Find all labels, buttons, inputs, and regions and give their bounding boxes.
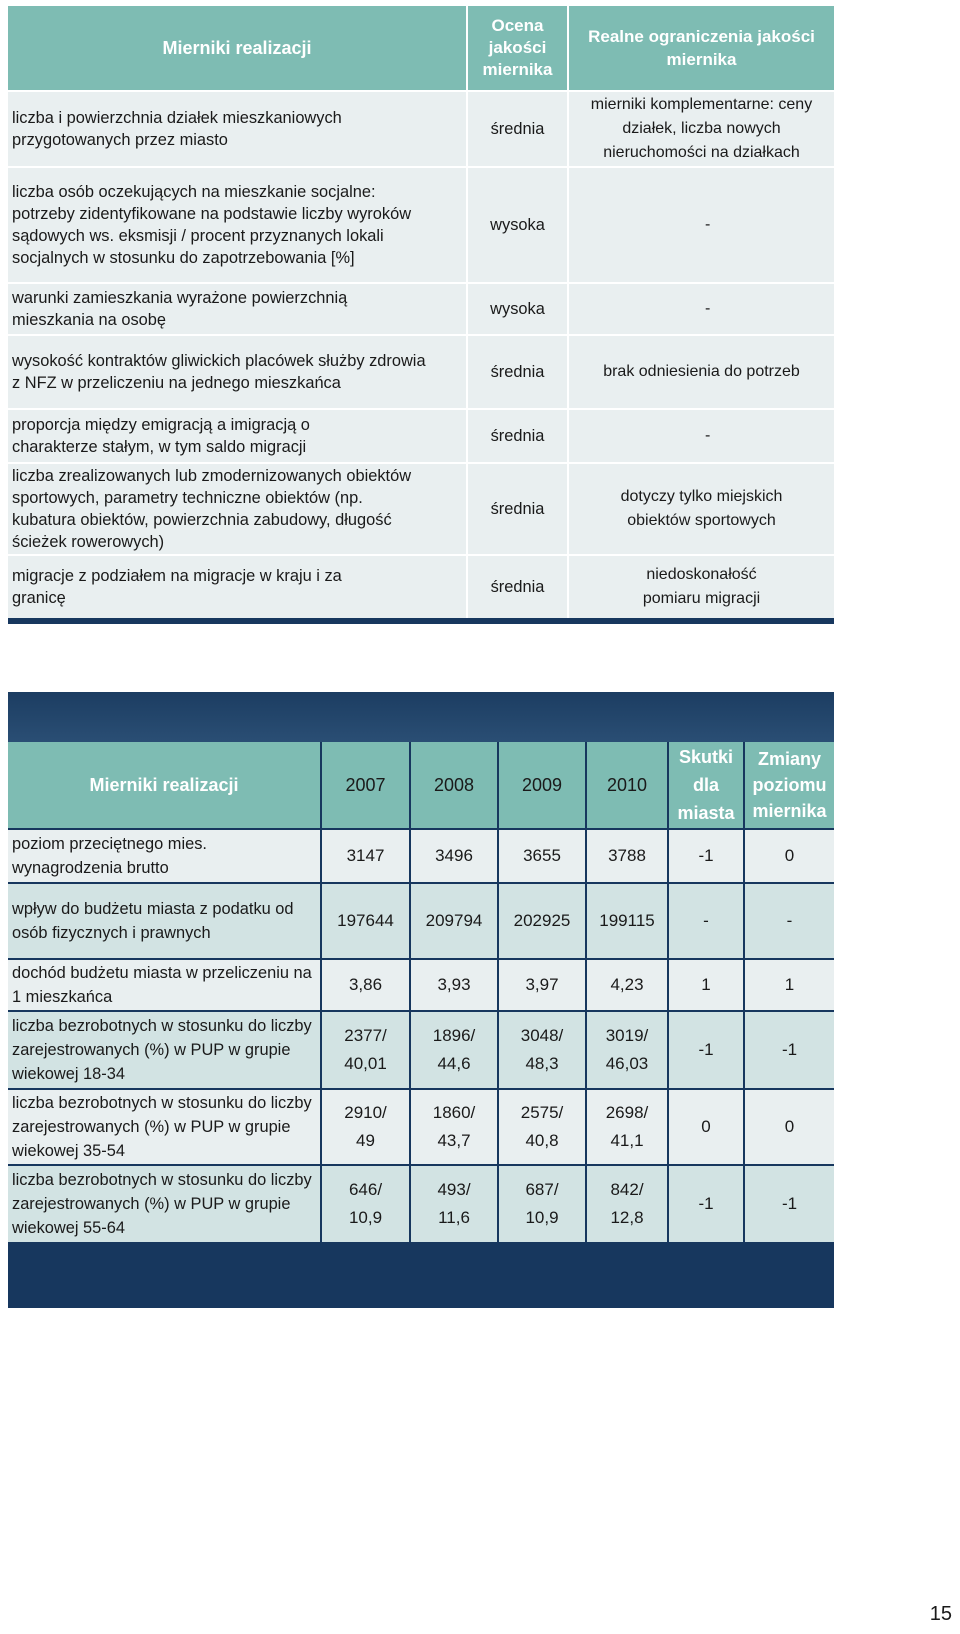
header-year-2007: 2007 [322, 742, 409, 828]
header-year-2010: 2010 [587, 742, 667, 828]
table2-row-measure: liczba bezrobotnych w stosunku do liczby zarejestrowanych (%) w PUP w grupie wiekowej 18-34 [8, 1012, 320, 1088]
table1-row-quality: średnia [490, 119, 545, 138]
table2-row-measure: dochód budżetu miasta w przeliczeniu na 1 mieszkańca [8, 960, 320, 1010]
quality-assessment-table [8, 6, 834, 624]
table2-cell-effects: - [669, 884, 743, 958]
table1-row-limits: - [705, 216, 711, 233]
table2-cell-2008: 3,93 [411, 960, 497, 1010]
table2-cell-2007: 3147 [322, 830, 409, 882]
table2-cell-2009: 687/ 10,9 [499, 1166, 585, 1242]
table2-cell-2010: 842/ 12,8 [587, 1166, 667, 1242]
header-quality: Ocena jakości miernika [468, 6, 567, 90]
table2-row-measure: liczba bezrobotnych w stosunku do liczby zarejestrowanych (%) w PUP w grupie wiekowej 55-64 [8, 1166, 320, 1242]
table1-row-limits: - [705, 300, 711, 317]
table2-row-measure: poziom przeciętnego mies. wynagrodzenia brutto [8, 830, 320, 882]
table2-cell-2010: 3019/ 46,03 [587, 1012, 667, 1088]
header-changes: Zmiany poziomu miernika [745, 742, 834, 828]
table1-row-measure: migracje z podziałem na migracje w kraju i za granicę [12, 567, 342, 607]
table1-row-limits: mierniki komplementarne: ceny działek, liczba nowych nieruchomości na działkach [590, 96, 813, 161]
table2-cell-2010: 2698/ 41,1 [587, 1090, 667, 1164]
table2-cell-2010: 4,23 [587, 960, 667, 1010]
table2-cell-changes: 1 [745, 960, 834, 1010]
table2-cell-effects: -1 [669, 1012, 743, 1088]
table2-cell-2010: 199115 [587, 884, 667, 958]
table1-row-quality: wysoka [490, 299, 545, 318]
table2-cell-2009: 202925 [499, 884, 585, 958]
table2-cell-2008: 1896/ 44,6 [411, 1012, 497, 1088]
table2-cell-2007: 2377/ 40,01 [322, 1012, 409, 1088]
table2-cell-2007: 197644 [322, 884, 409, 958]
header-year-2008: 2008 [411, 742, 497, 828]
table2-cell-2009: 3048/ 48,3 [499, 1012, 585, 1088]
table2-cell-2007: 646/ 10,9 [322, 1166, 409, 1242]
table1-row-measure: proporcja między emigracją a imigracją o charakterze stałym, w tym saldo migracji [12, 416, 310, 456]
table2-cell-changes: -1 [745, 1012, 834, 1088]
table2-cell-changes: 0 [745, 830, 834, 882]
table2-cell-2009: 3,97 [499, 960, 585, 1010]
table1-row-quality: średnia [490, 499, 545, 518]
table1-row-limits: - [705, 427, 711, 444]
table1-row-limits: dotyczy tylko miejskich obiektów sportowych [620, 488, 783, 529]
header-year-2009: 2009 [499, 742, 585, 828]
table1-row-measure: liczba zrealizowanych lub zmodernizowanych obiektów sportowych, parametry techniczne obiektów (np. kubatura obiektów, powierzchnia zabudowy, długość ścieżek rowerowych) [12, 467, 412, 551]
table1-row-limits: niedoskonałość pomiaru migracji [642, 566, 761, 607]
table2-row-measure: liczba bezrobotnych w stosunku do liczby zarejestrowanych (%) w PUP w grupie wiekowej 35-54 [8, 1090, 320, 1164]
table2-cell-2010: 3788 [587, 830, 667, 882]
table2-cell-2007: 3,86 [322, 960, 409, 1010]
table2-cell-changes: 0 [745, 1090, 834, 1164]
page-number: 15 [929, 1603, 952, 1625]
header-effects: Skutki dla miasta [669, 742, 743, 828]
header-measures: Mierniki realizacji [8, 6, 466, 90]
table1-row-quality: średnia [490, 577, 545, 596]
table2-cell-effects: 0 [669, 1090, 743, 1164]
table1-row-measure: wysokość kontraktów gliwickich placówek służby zdrowia z NFZ w przeliczeniu na jednego mieszkańca [12, 352, 426, 392]
table1-row-quality: średnia [490, 426, 545, 445]
header-measures: Mierniki realizacji [8, 742, 320, 828]
table2-cell-effects: -1 [669, 830, 743, 882]
table1-row-quality: średnia [490, 362, 545, 381]
table2-cell-changes: -1 [745, 1166, 834, 1242]
table1-row-limits: brak odniesienia do potrzeb [603, 363, 800, 380]
table1-row-quality: wysoka [490, 215, 545, 234]
table2-cell-2009: 2575/ 40,8 [499, 1090, 585, 1164]
table2-row-measure: wpływ do budżetu miasta z podatku od osób fizycznych i prawnych [8, 884, 320, 958]
table2-cell-2009: 3655 [499, 830, 585, 882]
table2-cell-changes: - [745, 884, 834, 958]
table2-cell-effects: 1 [669, 960, 743, 1010]
table2-cell-2008: 493/ 11,6 [411, 1166, 497, 1242]
table2-cell-2007: 2910/ 49 [322, 1090, 409, 1164]
header-limitations: Realne ograniczenia jakości miernika [569, 6, 834, 90]
table1-row-measure: warunki zamieszkania wyrażone powierzchnią mieszkania na osobę [12, 289, 348, 329]
table2-cell-2008: 1860/ 43,7 [411, 1090, 497, 1164]
table1-row-measure: liczba osób oczekujących na mieszkanie socjalne: potrzeby zidentyfikowane na podstawie liczby wyroków sądowych ws. eksmisji / procent przyznanych lokali socjalnych w stosunku do zapotrzebowania [%] [12, 183, 412, 267]
table2-cell-2008: 209794 [411, 884, 497, 958]
table1-row-measure: liczba i powierzchnia działek mieszkaniowych przygotowanych przez miasto [12, 109, 342, 149]
indicator-values-table [8, 692, 834, 1308]
table2-cell-2008: 3496 [411, 830, 497, 882]
table-bottom-bar [8, 618, 834, 624]
table2-cell-effects: -1 [669, 1166, 743, 1242]
title-band [8, 692, 834, 742]
